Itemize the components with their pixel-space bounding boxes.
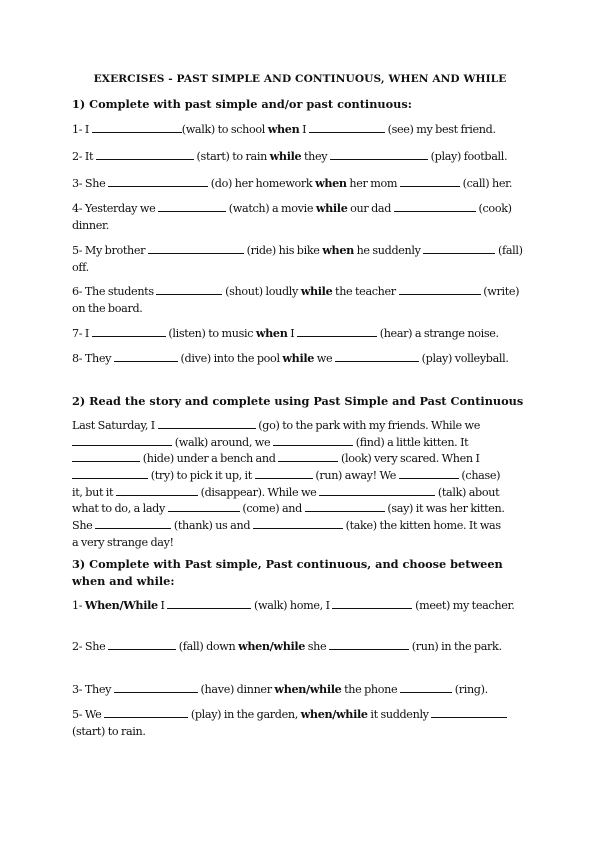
answer-blank[interactable] <box>104 707 188 718</box>
answer-blank[interactable] <box>330 149 428 160</box>
exercise-item: 1- When/While I (walk) home, I (meet) my teacher. <box>72 598 515 612</box>
answer-blank[interactable] <box>309 122 385 133</box>
answer-blank[interactable] <box>158 418 256 429</box>
answer-blank[interactable] <box>108 176 208 187</box>
exercise-item: 4- Yesterday we (watch) a movie while our dad (cook) dinner. <box>72 201 512 232</box>
answer-blank[interactable] <box>72 435 172 446</box>
exercise-item: 3- She (do) her homework when her mom (call) her. <box>72 176 513 190</box>
answer-blank[interactable] <box>305 501 385 512</box>
answer-blank[interactable] <box>116 485 198 496</box>
exercise-item: 5- We (play) in the garden, when/while it suddenly (start) to rain. <box>72 706 532 740</box>
answer-blank[interactable] <box>297 326 377 337</box>
answer-blank[interactable] <box>394 201 476 212</box>
answer-blank[interactable] <box>255 468 313 479</box>
answer-blank[interactable] <box>148 243 244 254</box>
exercise-item: 5- My brother (ride) his bike when he suddenly (fall) off. <box>72 243 523 274</box>
exercise-item: 6- The students (shout) loudly while the teacher (write) on the board. <box>72 284 520 315</box>
answer-blank[interactable] <box>399 468 459 479</box>
answer-blank[interactable] <box>423 243 495 254</box>
answer-blank[interactable] <box>108 639 176 650</box>
story-paragraph: Last Saturday, I (go) to the park with my friends. While we (walk) around, we (find) a little kitten. It (hide) under a bench and (look) very scared. When I (try) to pick it up, it (run) away! We (chase) it, but it (disappear). While we (talk) about what to do, a lady (come) and (say) it was her kitten. She (thank) us and (take) the kitten home. It was a very strange day! <box>72 419 505 549</box>
exercise-item: 3- They (have) dinner when/while the phone (ring). <box>72 682 488 696</box>
section-1-heading: 1) Complete with past simple and/or past continuous: <box>72 97 412 111</box>
answer-blank[interactable] <box>278 451 338 462</box>
answer-blank[interactable] <box>72 468 148 479</box>
answer-blank[interactable] <box>92 122 182 133</box>
answer-blank[interactable] <box>95 518 171 529</box>
answer-blank[interactable] <box>96 149 194 160</box>
answer-blank[interactable] <box>329 639 409 650</box>
answer-blank[interactable] <box>273 435 353 446</box>
exercise-item: 2- It (start) to rain while they (play) football. <box>72 149 508 163</box>
answer-blank[interactable] <box>168 501 240 512</box>
answer-blank[interactable] <box>158 201 226 212</box>
answer-blank[interactable] <box>400 682 452 693</box>
answer-blank[interactable] <box>399 284 481 295</box>
answer-blank[interactable] <box>335 351 419 362</box>
answer-blank[interactable] <box>253 518 343 529</box>
page-title: EXERCISES - PAST SIMPLE AND CONTINUOUS, WHEN AND WHILE <box>93 73 507 85</box>
section-3-heading: 3) Complete with Past simple, Past continuous, and choose between when and while: <box>72 557 503 588</box>
answer-blank[interactable] <box>92 326 166 337</box>
exercise-item: 2- She (fall) down when/while she (run) in the park. <box>72 639 502 653</box>
answer-blank[interactable] <box>156 284 222 295</box>
answer-blank[interactable] <box>114 682 198 693</box>
answer-blank[interactable] <box>114 351 178 362</box>
answer-blank[interactable] <box>319 485 435 496</box>
exercise-item: 8- They (dive) into the pool while we (play) volleyball. <box>72 351 509 365</box>
section-2-heading: 2) Read the story and complete using Past Simple and Past Continuous <box>72 394 524 408</box>
answer-blank[interactable] <box>72 451 140 462</box>
answer-blank[interactable] <box>332 598 412 609</box>
answer-blank[interactable] <box>167 598 251 609</box>
answer-blank[interactable] <box>400 176 460 187</box>
exercise-item: 1- I (walk) to school when I (see) my best friend. <box>72 122 496 136</box>
exercise-item: 7- I (listen) to music when I (hear) a strange noise. <box>72 326 499 340</box>
answer-blank[interactable] <box>431 707 507 718</box>
